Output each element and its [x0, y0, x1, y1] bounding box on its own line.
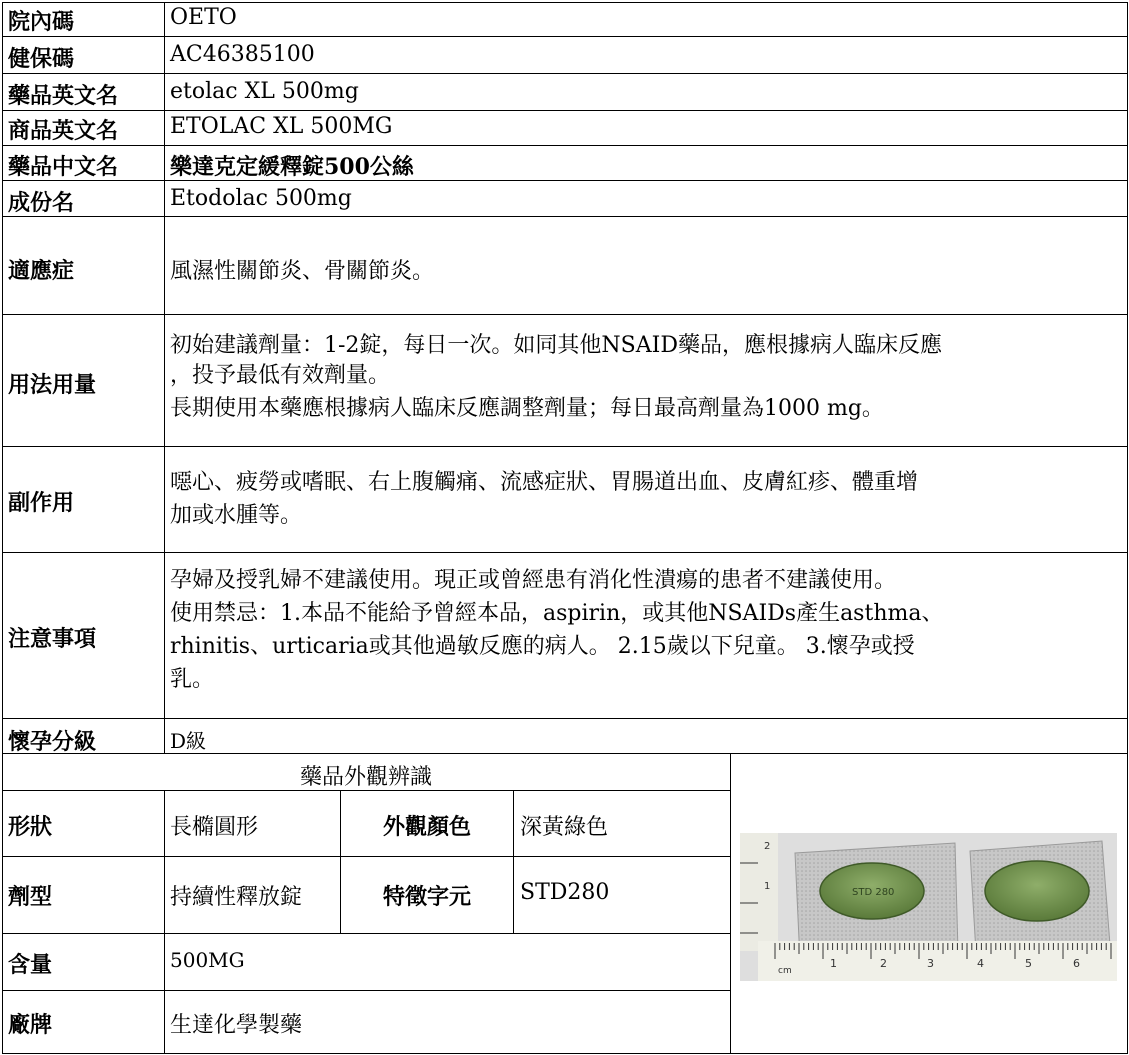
- label-drug-english-name: 藥品英文名: [8, 83, 119, 109]
- col-line: [164, 790, 165, 1054]
- precautions-line: 使用禁忌：1.本品不能給予曾經本品，aspirin，或其他NSAIDs產生asthma、: [170, 601, 944, 626]
- label-side-effects: 副作用: [8, 490, 75, 516]
- svg-text:1: 1: [830, 957, 837, 970]
- value-nhi-code: AC46385100: [170, 42, 315, 67]
- value-imprint: STD280: [520, 880, 610, 905]
- value-dosage: [170, 331, 1120, 424]
- label-ingredient: 成份名: [8, 190, 75, 216]
- row-line: [2, 718, 1128, 719]
- row-line: [2, 314, 1128, 315]
- label-pregnancy-category: 懷孕分級: [8, 729, 97, 755]
- value-color: 深黃綠色: [520, 815, 609, 840]
- row-line: [2, 446, 1128, 447]
- row-line: [2, 36, 1128, 37]
- value-precautions: [170, 566, 1120, 695]
- value-brand: 生達化學製藥: [170, 1013, 303, 1038]
- value-pregnancy-category: D級: [170, 729, 207, 753]
- appearance-header: 藥品外觀辨識: [299, 765, 432, 790]
- label-brand: 廠牌: [8, 1012, 53, 1038]
- row-line: [2, 216, 1128, 217]
- pill-right: [985, 861, 1089, 921]
- row-line: [2, 73, 1128, 74]
- value-drug-chinese-name: 樂達克定緩釋錠500公絲: [170, 154, 414, 180]
- col-line: [730, 753, 731, 1054]
- label-imprint: 特徵字元: [382, 884, 471, 910]
- value-ingredient: Etodolac 500mg: [170, 186, 352, 211]
- label-drug-chinese-name: 藥品中文名: [8, 154, 119, 180]
- label-dosage: 用法用量: [8, 372, 97, 398]
- dosage-line: 初始建議劑量：1-2錠，每日一次。如同其他NSAID藥品，應根據病人臨床反應: [170, 333, 942, 358]
- precautions-line: 孕婦及授乳婦不建議使用。現正或曾經患有消化性潰瘍的患者不建議使用。: [170, 568, 897, 593]
- pill-photo-graphic: [740, 833, 1117, 981]
- row-line: [2, 933, 730, 934]
- label-hospital-code: 院內碼: [8, 9, 75, 35]
- col-line: [513, 790, 514, 933]
- svg-text:4: 4: [977, 957, 984, 970]
- value-hospital-code: OETO: [170, 5, 237, 30]
- row-line: [2, 110, 1128, 111]
- value-dosage-form: 持續性釋放錠: [170, 885, 303, 910]
- svg-text:6: 6: [1073, 957, 1080, 970]
- value-shape: 長橢圓形: [170, 815, 259, 840]
- dosage-line: 長期使用本藥應根據病人臨床反應調整劑量；每日最高劑量為1000 mg。: [170, 396, 884, 421]
- value-indication: 風濕性關節炎、骨關節炎。: [170, 259, 435, 284]
- value-strength: 500MG: [170, 948, 245, 972]
- svg-text:2: 2: [764, 841, 771, 852]
- row-line: [2, 990, 730, 991]
- label-nhi-code: 健保碼: [8, 46, 75, 72]
- side-effects-line: 加或水腫等。: [170, 503, 303, 528]
- pill-photo: [740, 833, 1117, 981]
- svg-text:1: 1: [764, 881, 771, 892]
- svg-text:2: 2: [880, 957, 887, 970]
- svg-text:3: 3: [927, 957, 934, 970]
- row-line: [2, 552, 1128, 553]
- precautions-line: 乳。: [170, 667, 215, 692]
- label-strength: 含量: [8, 952, 53, 978]
- value-product-english-name: ETOLAC XL 500MG: [170, 114, 393, 139]
- label-product-english-name: 商品英文名: [8, 118, 119, 144]
- dosage-line: ，投予最低有效劑量。: [170, 363, 391, 388]
- pill-imprint-text: STD 280: [852, 887, 895, 898]
- svg-text:5: 5: [1025, 957, 1032, 970]
- row-line: [2, 856, 730, 857]
- row-line: [2, 145, 1128, 146]
- label-dosage-form: 劑型: [8, 884, 53, 910]
- precautions-line: rhinitis、urticaria或其他過敏反應的病人。 2.15歲以下兒童。 3.懷孕或授: [170, 634, 915, 659]
- svg-text:cm: cm: [778, 966, 792, 976]
- label-divider: [164, 2, 165, 753]
- value-side-effects: [170, 468, 1120, 531]
- label-precautions: 注意事項: [8, 626, 97, 652]
- label-indication: 適應症: [8, 258, 75, 284]
- label-shape: 形狀: [8, 814, 53, 840]
- value-drug-english-name: etolac XL 500mg: [170, 79, 359, 104]
- side-effects-line: 噁心、疲勞或嗜眠、右上腹觸痛、流感症狀、胃腸道出血、皮膚紅疹、體重增: [170, 470, 919, 495]
- label-color: 外觀顏色: [382, 814, 471, 840]
